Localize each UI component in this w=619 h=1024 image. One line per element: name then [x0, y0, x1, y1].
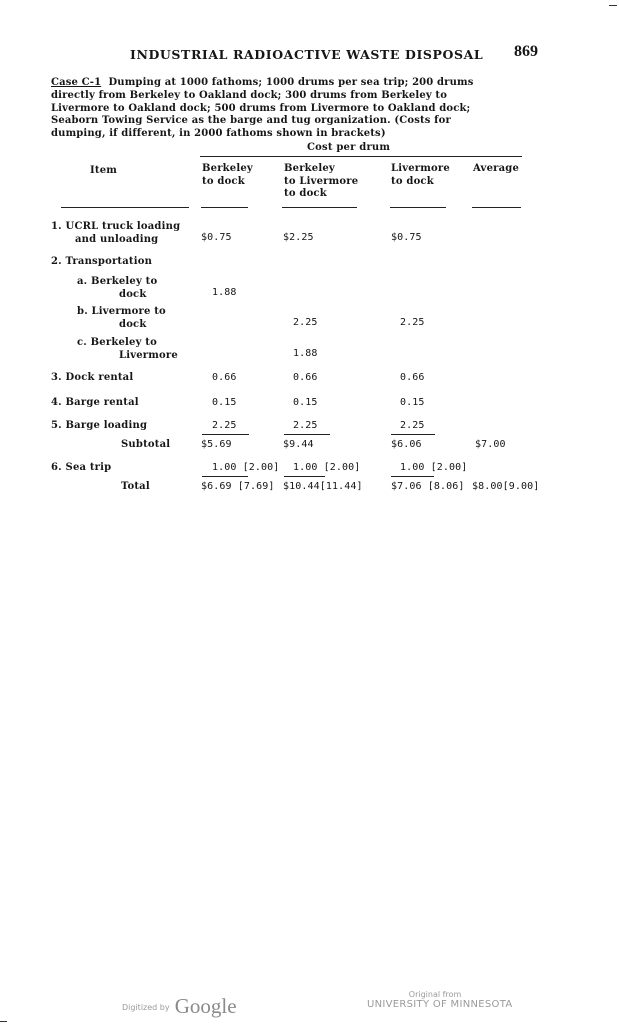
google-logo: Google — [174, 994, 237, 1018]
table-caption — [51, 77, 474, 141]
header-rule-item — [61, 207, 189, 208]
column-header-average: Average — [473, 163, 520, 174]
cell-r3-berkeley-livermore: 0.66 — [293, 372, 318, 383]
row-label-livermore-to-dock: b. Livermore to dock — [77, 306, 166, 330]
cell-r2c-berkeley-livermore: 1.88 — [293, 348, 318, 359]
group-header-cost-per-drum: Cost per drum — [307, 142, 391, 153]
cell-r2a-berkeley-dock: 1.88 — [212, 287, 237, 298]
cell-r4-livermore-dock: 0.15 — [400, 397, 425, 408]
cell-r4-berkeley-livermore: 0.15 — [293, 397, 318, 408]
cell-subtotal-livermore-dock: $6.06 — [391, 439, 422, 450]
cell-r5-berkeley-livermore: 2.25 — [293, 420, 318, 431]
digitized-by-watermark: Digitized by Google — [122, 994, 237, 1018]
total-rule-livermore-dock — [391, 476, 434, 477]
cell-r2b-livermore-dock: 2.25 — [400, 317, 425, 328]
column-header-livermore-dock: Livermore to dock — [391, 163, 450, 187]
cell-subtotal-berkeley-dock: $5.69 — [201, 439, 232, 450]
row-label-berkeley-to-dock: a. Berkeley to dock — [77, 276, 158, 300]
cell-r3-berkeley-dock: 0.66 — [212, 372, 237, 383]
subtotal-rule-berkeley-dock — [202, 434, 249, 435]
total-rule-berkeley-livermore — [284, 476, 325, 477]
running-header: INDUSTRIAL RADIOACTIVE WASTE DISPOSAL — [130, 47, 484, 62]
row-label-dock-rental: 3. Dock rental — [51, 372, 134, 383]
cell-r6-livermore-dock: 1.00 [2.00] — [400, 462, 468, 473]
subtotal-rule-livermore-dock — [391, 434, 435, 435]
cell-r1-livermore-dock: $0.75 — [391, 232, 422, 243]
header-rule-berkeley-dock — [201, 207, 248, 208]
cell-subtotal-average: $7.00 — [475, 439, 506, 450]
cell-total-berkeley-dock: $6.69 [7.69] — [201, 481, 275, 492]
caption-line-4: Seaborn Towing Service as the barge and tug organization. (Costs for — [51, 115, 451, 127]
column-header-item: Item — [90, 165, 118, 176]
row-label-subtotal: Subtotal — [121, 439, 171, 450]
page-number: 869 — [514, 43, 538, 60]
row-label-sea-trip: 6. Sea trip — [51, 462, 112, 473]
scan-mark — [609, 5, 617, 6]
cell-r4-berkeley-dock: 0.15 — [212, 397, 237, 408]
caption-line-1: Case C-1 Dumping at 1000 fathoms; 1000 drums per sea trip; 200 drums — [51, 77, 474, 88]
total-rule-berkeley-dock — [202, 476, 248, 477]
original-from-watermark: Original from UNIVERSITY OF MINNESOTA — [367, 990, 513, 1010]
cell-r1-berkeley-livermore: $2.25 — [283, 232, 314, 243]
subtotal-rule-berkeley-livermore — [284, 434, 330, 435]
column-header-berkeley-livermore-dock: Berkeley to Livermore to dock — [284, 163, 359, 199]
cell-r6-berkeley-livermore: 1.00 [2.00] — [293, 462, 361, 473]
caption-line-5: dumping, if different, in 2000 fathoms shown in brackets) — [51, 128, 386, 140]
cell-r1-berkeley-dock: $0.75 — [201, 232, 232, 243]
case-id: Case C-1 — [51, 77, 102, 88]
cell-total-average: $8.00[9.00] — [472, 481, 540, 492]
row-label-barge-rental: 4. Barge rental — [51, 397, 139, 408]
cell-r5-berkeley-dock: 2.25 — [212, 420, 237, 431]
header-rule-berkeley-livermore — [282, 207, 357, 208]
row-label-berkeley-to-livermore: c. Berkeley to Livermore — [77, 337, 178, 361]
cell-r5-livermore-dock: 2.25 — [400, 420, 425, 431]
row-label-barge-loading: 5. Barge loading — [51, 420, 148, 431]
caption-line-3: Livermore to Oakland dock; 500 drums from Livermore to Oakland dock; — [51, 102, 471, 114]
row-label-total: Total — [121, 481, 150, 492]
cell-r6-berkeley-dock: 1.00 [2.00] — [212, 462, 280, 473]
header-rule-livermore-dock — [390, 207, 446, 208]
cell-total-berkeley-livermore: $10.44[11.44] — [283, 481, 363, 492]
cell-subtotal-berkeley-livermore: $9.44 — [283, 439, 314, 450]
column-header-berkeley-dock: Berkeley to dock — [202, 163, 253, 187]
caption-line-2: directly from Berkeley to Oakland dock; 300 drums from Berkeley to — [51, 89, 448, 101]
row-label-transportation: 2. Transportation — [51, 256, 153, 267]
row-label-ucrl-truck: 1. UCRL truck loading and unloading — [51, 221, 181, 245]
scan-mark-bottom — [0, 1021, 7, 1022]
group-header-rule — [200, 156, 522, 157]
cell-total-livermore-dock: $7.06 [8.06] — [391, 481, 465, 492]
cell-r3-livermore-dock: 0.66 — [400, 372, 425, 383]
header-rule-average — [472, 207, 521, 208]
cell-r2b-berkeley-livermore: 2.25 — [293, 317, 318, 328]
